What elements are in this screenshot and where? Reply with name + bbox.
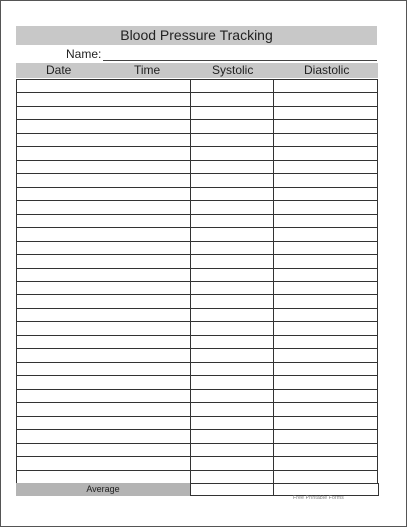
header-time: Time xyxy=(134,63,161,77)
row-line xyxy=(16,214,378,215)
average-systolic-cell[interactable] xyxy=(190,483,274,496)
row-line xyxy=(16,92,378,93)
log-table xyxy=(16,79,378,483)
row-line xyxy=(16,456,378,457)
row-line xyxy=(16,402,378,403)
row-line xyxy=(16,443,378,444)
header-date: Date xyxy=(46,63,72,77)
row-line xyxy=(16,119,378,120)
row-line xyxy=(16,146,378,147)
footer-credit: Free Printable Forms xyxy=(293,495,344,501)
row-line xyxy=(16,308,378,309)
column-line xyxy=(16,79,17,483)
row-line xyxy=(16,173,378,174)
column-line xyxy=(377,79,378,483)
row-line xyxy=(16,429,378,430)
row-line xyxy=(16,416,378,417)
table-header xyxy=(16,63,378,78)
row-line xyxy=(16,133,378,134)
row-line xyxy=(16,321,378,322)
row-line xyxy=(16,362,378,363)
header-diastolic: Diastolic xyxy=(304,63,350,77)
row-line xyxy=(16,335,378,336)
row-line xyxy=(16,470,378,471)
row-line xyxy=(16,106,378,107)
row-line xyxy=(16,281,378,282)
row-line xyxy=(16,227,378,228)
row-line xyxy=(16,187,378,188)
row-line xyxy=(16,241,378,242)
header-systolic: Systolic xyxy=(212,63,254,77)
row-line xyxy=(16,375,378,376)
row-line xyxy=(16,79,378,80)
row-line xyxy=(16,254,378,255)
average-label: Average xyxy=(16,483,190,496)
row-line xyxy=(16,294,378,295)
row-line xyxy=(16,389,378,390)
column-line xyxy=(273,79,274,483)
page-title: Blood Pressure Tracking xyxy=(16,26,377,45)
row-line xyxy=(16,200,378,201)
column-line xyxy=(190,79,191,483)
row-line xyxy=(16,160,378,161)
name-field[interactable] xyxy=(103,60,377,61)
name-label: Name: xyxy=(66,47,102,61)
name-field-row xyxy=(66,47,377,61)
row-line xyxy=(16,268,378,269)
row-line xyxy=(16,348,378,349)
